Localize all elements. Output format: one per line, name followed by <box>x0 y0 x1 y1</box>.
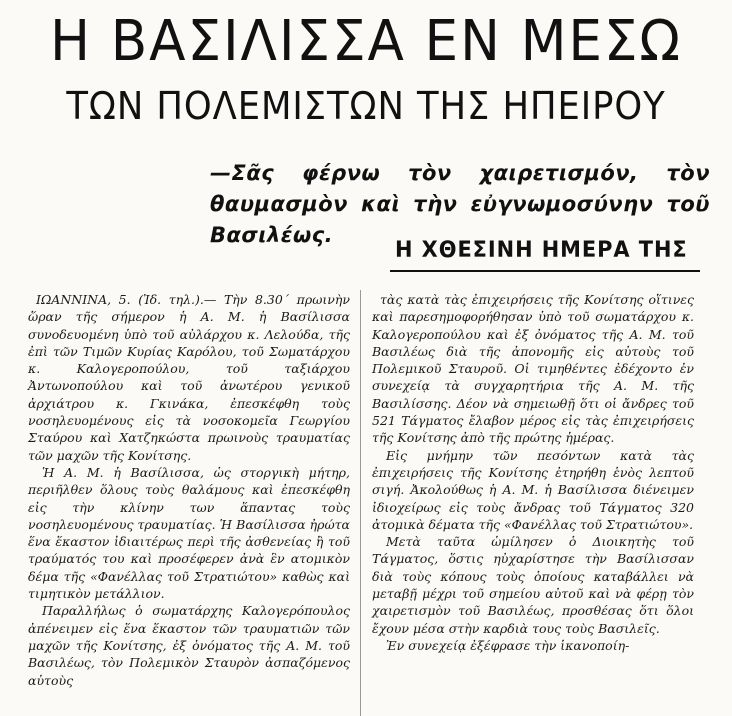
paragraph: Ἡ Α. Μ. ἡ Βασίλισσα, ὡς στοργικὴ μήτηρ, περιῆλθεν ὅλους τοὺς θαλάμους καὶ ἐπεσκέφθη εἰς τὴν κλίνην των ἅπαντας τοὺς νοσηλευομένους τραυματίας. Ἡ Βασίλισσα ἠρώτα ἕνα ἕκαστον ἰδιαιτέρως περὶ τῆς ἀσθενείας ἢ τοῦ τραύματός του καὶ προσέφερεν ἀνὰ ἓν ατομικὸν δέμα τῆς «Φανέλλας τοῦ Στρατιώτου» καθὼς καὶ τιμητικὸν μετάλλιον. <box>28 464 350 602</box>
article-column-right <box>372 291 694 654</box>
article-column-left <box>28 291 350 689</box>
headline-line-1: Η ΒΑΣΙΛΙΣΣΑ ΕΝ ΜΕΣΩ <box>50 9 682 74</box>
column-divider <box>360 290 361 716</box>
paragraph: Παραλλήλως ὁ σωματάρχης Καλογερόπουλος ἀπένειμεν εἰς ἕνα ἕκαστον τῶν τραυματιῶν τῶν μαχῶν τῆς Κονίτσης, ἐξ ὀνόματος τῆς Α. Μ. τοῦ Βασιλέως, τὸν Πολεμικὸν Σταυρὸν ἀσπαζόμενος αὐτοὺς <box>28 603 350 688</box>
paragraph: ΙΩΑΝΝΙΝΑ, 5. (Ἰδ. τηλ.).— Τὴν 8.30΄ πρωινὴν ὥραν τῆς σήμερον ἡ Α. Μ. ἡ Βασίλισσα συνοδευομένη ὑπὸ τοῦ αὐλάρχου κ. Λελούδα, τῆς ἐπὶ τῶν Τιμῶν Κυρίας Καρόλου, τοῦ Σωματάρχου κ. Καλογεροπούλου, τοῦ ταξιάρχου Ἀντωνοπούλου καὶ τοῦ ἀνωτέρου γενικοῦ ἀρχιάτρου κ. Γκινάκα, ἐπεσκέφθη τοὺς νοσηλευομένους εἰς τὰ νοσοκομεῖα Γεωργίου Σταύρου καὶ Χατζηκώστα πρωινοὺς τραυματίας τῶν μαχῶν τῆς Κονίτσης. <box>28 292 350 463</box>
subhead-underline <box>390 270 700 272</box>
paragraph: Μετὰ ταῦτα ὡμίλησεν ὁ Διοικητὴς τοῦ Τάγματος, ὅστις ηὐχαρίστησε τὴν Βασίλισσαν διὰ τοὺς κόπους τοὺς ὁποίους καταβάλλει νὰ μεταβῇ μέχρι τοῦ σημείου αὐτοῦ καὶ νὰ φέρῃ τὸν χαιρετισμὸν τοῦ Βασιλέως, προσθέσας ὅτι ὅλοι ἔχουν μέσα στὴν καρδιὰ τους τοὺς Βασιλεῖς. <box>372 534 694 636</box>
deck-subtitle: —Σᾶς φέρνω τὸν χαιρετισμόν, τὸν θαυμασμὸν καὶ τὴν εὐγνωμοσύνην τοῦ Βασιλέως. <box>210 161 710 247</box>
headline-line-2: ΤΩΝ ΠΟΛΕΜΙΣΤΩΝ ΤΗΣ ΗΠΕΙΡΟΥ <box>66 84 666 128</box>
paragraph: τὰς κατὰ τὰς ἐπιχειρήσεις τῆς Κονίτσης οἵτινες καὶ παρεσημοφορήθησαν ὑπὸ τοῦ σωματάρχου κ. Καλογεροπούλου καὶ ἐξ ὀνόματος τῆς Α. Μ. τοῦ Βασιλέως διὰ τῆς ἀπονομῆς εἰς αὐτοὺς τοῦ Πολεμικοῦ Σταυροῦ. Οἱ τιμηθέντες ἐδέχοντο ἐν συνεχείᾳ τὰ συγχαρητήρια τῆς Α. Μ. τῆς Βασιλίσσης. Δέον νὰ σημειωθῇ ὅτι οἱ ἄνδρες τοῦ 521 Τάγματος ἔλαβον μέρος εἰς τὰς ἐπιχειρήσεις τῆς Κονίτσης ἀπὸ τῆς πρώτης ἡμέρας. <box>372 292 694 446</box>
section-subhead: Η ΧΘΕΣΙΝΗ ΗΜΕΡΑ ΤΗΣ <box>395 238 688 263</box>
paragraph: Εἰς μνήμην τῶν πεσόντων κατὰ τὰς ἐπιχειρήσεις τῆς Κονίτσης ἐτηρήθη ἑνὸς λεπτοῦ σιγή. Ἀκολούθως ἡ Α. Μ. ἡ Βασίλισσα διένειμεν ἰδιοχείρως εἰς τοὺς ἄνδρας τοῦ Τάγματος 320 ἀτομικὰ δέματα τῆς «Φανέλλας τοῦ Στρατιώτου». <box>372 447 694 532</box>
paragraph: Ἐν συνεχείᾳ ἐξέφρασε τὴν ἱκανοποίη- <box>386 637 630 653</box>
